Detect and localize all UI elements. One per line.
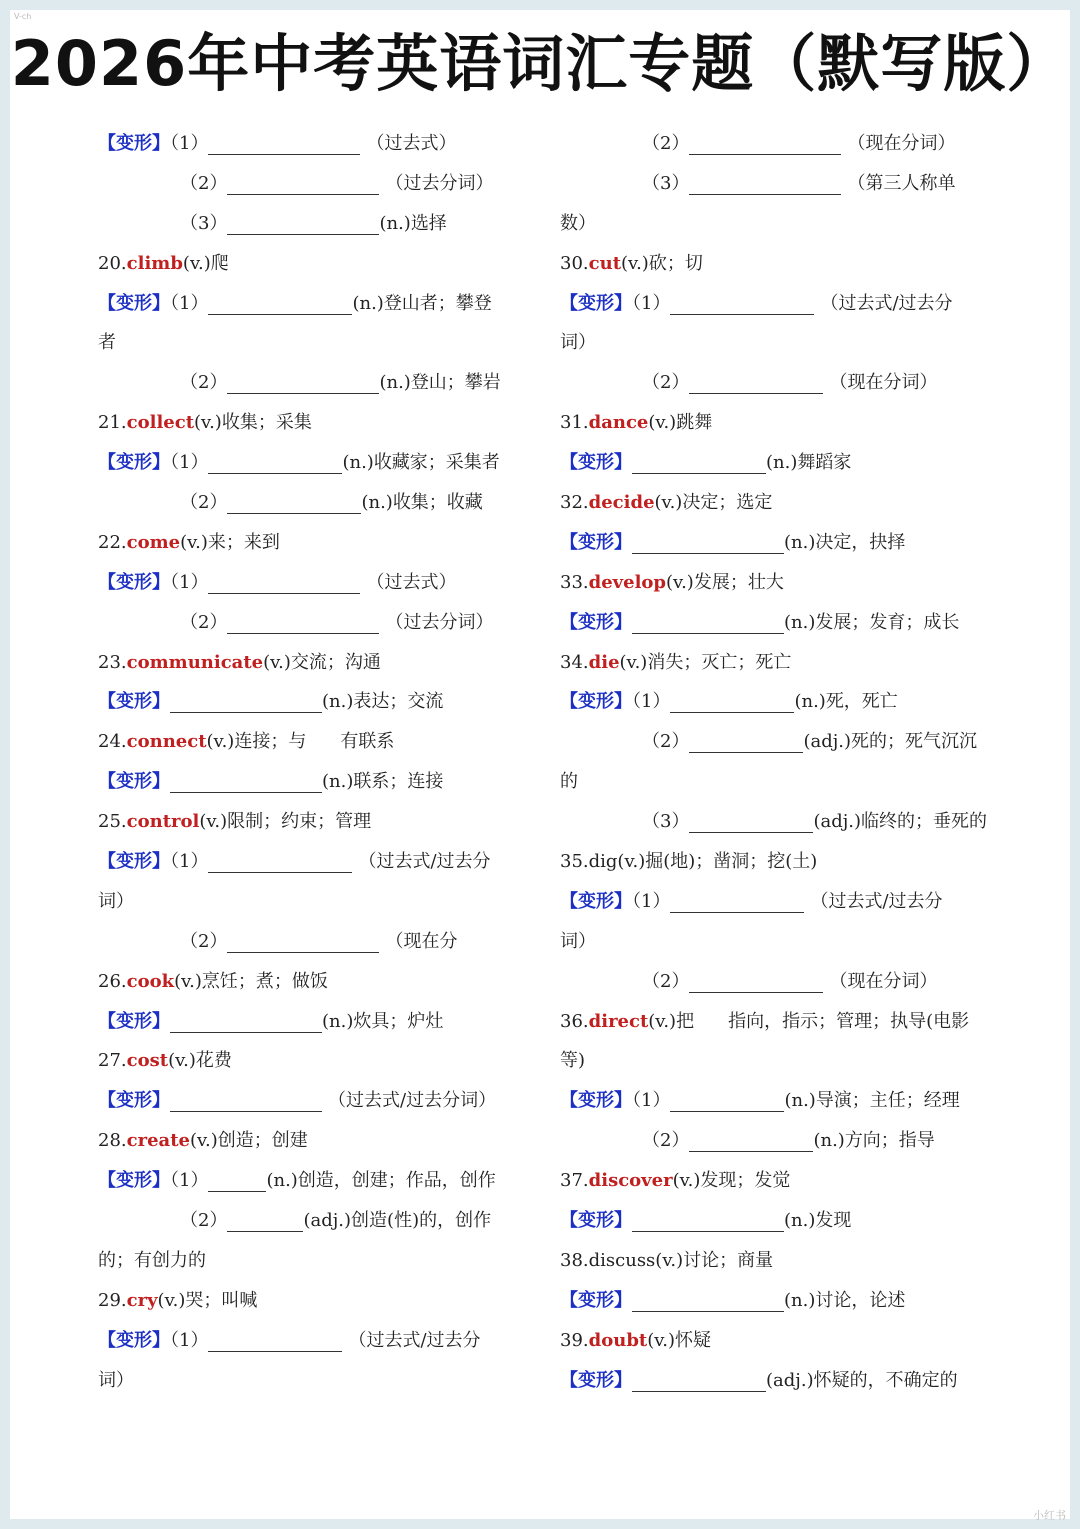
- headword: collect: [126, 412, 195, 434]
- blank-field[interactable]: [689, 174, 841, 195]
- line-text: 等): [560, 1050, 586, 1072]
- line-text: （1）: [170, 571, 209, 593]
- line-text: （2）: [642, 1130, 690, 1152]
- entry-develop: [560, 563, 1000, 603]
- headword: develop: [588, 571, 667, 593]
- line-text: （2）: [180, 172, 228, 194]
- list-item: [98, 443, 528, 483]
- line-text: (n.)联系；连接: [322, 771, 444, 793]
- line-text: （2）: [642, 133, 690, 154]
- list-item: [560, 523, 1000, 563]
- line-text: 词）: [98, 1369, 134, 1391]
- line-text: 32.: [560, 492, 589, 514]
- line-text: (n.)表达；交流: [322, 691, 444, 713]
- line-text: （2）: [642, 970, 690, 992]
- list-item: [560, 603, 1000, 643]
- line-text: 31.: [560, 412, 589, 434]
- blank-field[interactable]: [689, 732, 803, 753]
- list-item: [98, 284, 528, 324]
- line-text: 27.: [98, 1050, 127, 1072]
- tag-label: 【变形】: [98, 1010, 170, 1032]
- line-text: (n.)收集；收藏: [361, 492, 483, 514]
- line-text: (n.)登山者；攀登: [352, 292, 492, 314]
- entry-cost: [98, 1041, 528, 1081]
- list-item: [98, 1321, 528, 1361]
- blank-field[interactable]: [227, 613, 379, 634]
- list-item: [98, 204, 528, 244]
- entry-control: [98, 802, 528, 842]
- blank-field[interactable]: [227, 1211, 303, 1232]
- line-text: 24.: [98, 731, 127, 753]
- line-text: 28.: [98, 1130, 127, 1152]
- blank-field[interactable]: [170, 1012, 322, 1033]
- line-text: （3）: [642, 172, 690, 194]
- line-text: (n.)方向；指导: [813, 1130, 935, 1152]
- list-item: [98, 762, 528, 802]
- headword: die: [588, 651, 620, 673]
- line-text: (adj.)临终的；垂死的: [813, 811, 988, 833]
- line-text: 20.: [98, 252, 127, 274]
- headword: connect: [126, 731, 207, 753]
- headword: decide: [588, 492, 655, 514]
- tag-label: 【变形】: [98, 1170, 170, 1192]
- line-text: 词）: [560, 332, 596, 354]
- line-text: (v.)花费: [168, 1050, 232, 1072]
- line-text: (n.)登山；攀岩: [379, 372, 501, 394]
- tag-label: 【变形】: [560, 452, 632, 474]
- blank-field[interactable]: [170, 692, 322, 713]
- headword: cry: [126, 1289, 158, 1311]
- blank-field[interactable]: [208, 294, 352, 315]
- list-item: [98, 1161, 528, 1201]
- blank-field[interactable]: [208, 1171, 266, 1192]
- tag-label: 【变形】: [560, 611, 632, 633]
- line-text: （1）: [632, 292, 671, 314]
- blank-field[interactable]: [689, 1131, 813, 1152]
- entry-dig: [560, 842, 1000, 882]
- blank-field[interactable]: [227, 493, 361, 514]
- blank-field[interactable]: [227, 932, 379, 953]
- line-text: （过去分词）: [385, 172, 494, 194]
- blank-field[interactable]: [208, 573, 360, 594]
- page-title: 2026年中考英语词汇专题（默写版）: [10, 27, 1070, 100]
- blank-field[interactable]: [689, 134, 841, 155]
- list-item: [560, 762, 1000, 802]
- line-text: 的；有创力的: [98, 1249, 206, 1271]
- list-item: [98, 682, 528, 722]
- entry-doubt: [560, 1321, 1000, 1361]
- line-text: 26.: [98, 970, 127, 992]
- line-text: （1）: [170, 1329, 209, 1351]
- blank-field[interactable]: [208, 134, 360, 155]
- line-text: (adj.)怀疑的，不确定的: [766, 1369, 958, 1391]
- list-item: [560, 1121, 1000, 1161]
- tag-label: 【变形】: [560, 292, 632, 314]
- list-item: [560, 124, 1000, 164]
- line-text: （过去式/过去分词）: [328, 1090, 497, 1112]
- line-text: 词）: [98, 890, 134, 912]
- blank-field[interactable]: [689, 373, 823, 394]
- blank-field[interactable]: [670, 692, 794, 713]
- blank-field[interactable]: [632, 1291, 784, 1312]
- line-text: (n.)讨论，论述: [784, 1289, 906, 1311]
- blank-field[interactable]: [208, 1331, 342, 1352]
- list-item: [560, 1081, 1000, 1121]
- blank-field[interactable]: [227, 373, 379, 394]
- line-text: （过去式）: [366, 133, 457, 154]
- corner-mark: V-ch: [14, 12, 32, 21]
- tag-label: 【变形】: [98, 452, 170, 474]
- blank-field[interactable]: [632, 453, 766, 474]
- line-text: (n.)创造，创建；作品，创作: [266, 1170, 496, 1192]
- line-text: (n.)决定，抉择: [784, 531, 906, 553]
- line-text: （过去式/过去分: [348, 1329, 481, 1351]
- line-text: （现在分: [385, 930, 458, 952]
- line-text: (v.)交流；沟通: [263, 651, 381, 673]
- entry-communicate: [98, 643, 528, 683]
- line-text: （3）: [642, 811, 690, 833]
- headword: discover: [588, 1170, 673, 1192]
- list-item: [560, 1281, 1000, 1321]
- line-text: 25.: [98, 811, 127, 833]
- entry-collect: [98, 403, 528, 443]
- line-text: （1）: [632, 691, 671, 713]
- entry-decide: [560, 483, 1000, 523]
- blank-field[interactable]: [170, 1091, 322, 1112]
- line-text: 者: [98, 332, 116, 354]
- line-text: 33.: [560, 571, 589, 593]
- list-item: [560, 1201, 1000, 1241]
- headword: doubt: [588, 1329, 648, 1351]
- tag-label: 【变形】: [560, 1289, 632, 1311]
- line-text: (adj.)创造(性)的，创作: [303, 1210, 492, 1232]
- headword: cook: [126, 970, 175, 992]
- list-item: [560, 722, 1000, 762]
- line-text: （2）: [180, 930, 228, 952]
- list-item: [560, 1361, 1000, 1401]
- line-text: 29.: [98, 1289, 127, 1311]
- blank-field[interactable]: [670, 892, 804, 913]
- entry-discuss: [560, 1241, 1000, 1281]
- tag-label: 【变形】: [560, 531, 632, 553]
- list-item: [560, 323, 1000, 363]
- list-item: [98, 363, 528, 403]
- line-text: (v.)消失；灭亡；死亡: [619, 651, 792, 673]
- line-text: （现在分词）: [829, 970, 938, 992]
- line-text: （2）: [180, 611, 228, 633]
- line-text: （过去式）: [366, 571, 457, 593]
- list-item: [98, 1081, 528, 1121]
- line-text: （3）: [180, 212, 228, 234]
- line-text: (v.)怀疑: [647, 1329, 712, 1351]
- tag-label: 【变形】: [560, 1369, 632, 1391]
- line-text: （过去分词）: [385, 611, 494, 633]
- list-item: [98, 323, 528, 363]
- list-item: [560, 882, 1000, 922]
- list-item: [560, 962, 1000, 1002]
- line-text: 21.: [98, 412, 127, 434]
- entry-come: [98, 523, 528, 563]
- blank-field[interactable]: [632, 1211, 784, 1232]
- line-text: (n.)发展；发育；成长: [784, 611, 960, 633]
- blank-field[interactable]: [670, 294, 814, 315]
- line-text: （2）: [180, 1210, 228, 1232]
- entry-dance: [560, 403, 1000, 443]
- line-text: （1）: [170, 1170, 209, 1192]
- line-text: (n.)导演；主任；经理: [784, 1090, 960, 1112]
- line-text: 数）: [560, 212, 596, 234]
- blank-field[interactable]: [689, 972, 823, 993]
- list-item: [98, 1361, 528, 1401]
- line-text: 34.: [560, 651, 589, 673]
- line-text: （现在分词）: [847, 133, 956, 154]
- blank-field[interactable]: [632, 613, 784, 634]
- line-text: （过去式/过去分: [358, 851, 491, 873]
- line-text: (v.)限制；约束；管理: [199, 811, 372, 833]
- line-text: (v.)连接；与: [206, 731, 307, 753]
- line-text: 22.: [98, 531, 127, 553]
- blank-field[interactable]: [227, 174, 379, 195]
- line-text: （2）: [180, 372, 228, 394]
- line-text: (n.)收藏家；采集者: [342, 452, 500, 474]
- list-item: [560, 284, 1000, 324]
- blank-field[interactable]: [670, 1091, 784, 1112]
- line-text: 35.dig(v.)掘(地)；凿洞；挖(土): [560, 851, 818, 873]
- headword: cost: [126, 1050, 169, 1072]
- list-item: [98, 1241, 528, 1281]
- line-text: (v.)收集；采集: [194, 412, 312, 434]
- line-text: 指向，指示；管理；执导(电影: [728, 1010, 970, 1032]
- headword: dance: [588, 412, 649, 434]
- line-text: (n.)舞蹈家: [766, 452, 852, 474]
- entry-discover: [560, 1161, 1000, 1201]
- blank-field[interactable]: [170, 772, 322, 793]
- line-text: (n.)炊具；炉灶: [322, 1010, 444, 1032]
- line-text: （过去式/过去分: [810, 890, 943, 912]
- left-column: [98, 124, 528, 1401]
- list-item: [98, 483, 528, 523]
- line-text: （1）: [632, 890, 671, 912]
- line-text: (v.)哭；叫喊: [157, 1289, 258, 1311]
- watermark: 小红书: [1033, 1509, 1066, 1522]
- list-item: [560, 802, 1000, 842]
- headword: communicate: [126, 651, 264, 673]
- entry-die: [560, 643, 1000, 683]
- line-text: （1）: [170, 133, 209, 154]
- list-item: [98, 842, 528, 882]
- line-text: (v.)爬: [182, 252, 229, 274]
- list-item: [560, 164, 1000, 204]
- list-item: [560, 922, 1000, 962]
- headword: climb: [126, 252, 183, 274]
- line-text: 39.: [560, 1329, 589, 1351]
- line-text: 的: [560, 771, 578, 793]
- list-item: [98, 563, 528, 603]
- list-item: [560, 1041, 1000, 1081]
- blank-field[interactable]: [227, 214, 379, 235]
- headword: create: [126, 1130, 190, 1152]
- list-item: [560, 363, 1000, 403]
- line-text: (n.)死，死亡: [794, 691, 898, 713]
- blank-field[interactable]: [632, 1371, 766, 1392]
- entry-cut: [560, 244, 1000, 284]
- line-text: (adj.)死的；死气沉沉: [803, 731, 978, 753]
- line-text: （1）: [170, 851, 209, 873]
- line-text: (n.)选择: [379, 212, 447, 234]
- line-text: (v.)发现；发觉: [672, 1170, 791, 1192]
- line-text: 30.: [560, 252, 589, 274]
- blank-field[interactable]: [632, 533, 784, 554]
- entry-cook: [98, 962, 528, 1002]
- tag-label: 【变形】: [98, 1329, 170, 1351]
- entry-climb: [98, 244, 528, 284]
- line-text: (v.)跳舞: [648, 412, 713, 434]
- line-text: 23.: [98, 651, 127, 673]
- right-column: [560, 124, 1000, 1401]
- list-item: [98, 164, 528, 204]
- tag-label: 【变形】: [560, 890, 632, 912]
- line-text: （现在分词）: [829, 372, 938, 394]
- line-text: （1）: [170, 452, 209, 474]
- line-text: 有联系: [340, 731, 395, 753]
- tag-label: 【变形】: [98, 851, 170, 873]
- line-text: （1）: [632, 1090, 671, 1112]
- entry-connect: [98, 722, 528, 762]
- line-text: （2）: [642, 731, 690, 753]
- line-text: (v.)创造；创建: [189, 1130, 308, 1152]
- headword: direct: [588, 1010, 649, 1032]
- tag-label: 【变形】: [98, 292, 170, 314]
- list-item: [98, 922, 528, 962]
- line-text: （第三人称单: [847, 172, 956, 194]
- line-text: (n.)发现: [784, 1210, 852, 1232]
- list-item: [560, 443, 1000, 483]
- blank-field[interactable]: [689, 812, 813, 833]
- line-text: 38.discuss(v.)讨论；商量: [560, 1249, 774, 1271]
- tag-label: 【变形】: [98, 691, 170, 713]
- line-text: （过去式/过去分: [820, 292, 953, 314]
- line-text: (v.)来；来到: [180, 531, 280, 553]
- list-item: [560, 682, 1000, 722]
- line-text: 36.: [560, 1010, 589, 1032]
- list-item: [98, 1201, 528, 1241]
- line-text: (v.)决定；选定: [654, 492, 773, 514]
- entry-create: [98, 1121, 528, 1161]
- list-item: [98, 882, 528, 922]
- headword: cut: [588, 252, 622, 274]
- line-text: （2）: [642, 372, 690, 394]
- line-text: （1）: [170, 292, 209, 314]
- list-item: [98, 124, 528, 164]
- blank-field[interactable]: [208, 852, 352, 873]
- tag-label: 【变形】: [98, 771, 170, 793]
- tag-label: 【变形】: [560, 1210, 632, 1232]
- list-item: [98, 1002, 528, 1042]
- entry-direct: [560, 1002, 1000, 1042]
- line-text: (v.)烹饪；煮；做饭: [174, 970, 328, 992]
- headword: control: [126, 811, 200, 833]
- entry-cry: [98, 1281, 528, 1321]
- tag-label: 【变形】: [560, 691, 632, 713]
- list-item: [560, 204, 1000, 244]
- line-text: (v.)砍；切: [621, 252, 703, 274]
- tag-label: 【变形】: [98, 571, 170, 593]
- tag-label: 【变形】: [560, 1090, 632, 1112]
- line-text: （2）: [180, 492, 228, 514]
- headword: come: [126, 531, 181, 553]
- line-text: 37.: [560, 1170, 589, 1192]
- line-text: (v.)发展；壮大: [666, 571, 784, 593]
- blank-field[interactable]: [208, 453, 342, 474]
- tag-label: 【变形】: [98, 133, 170, 154]
- list-item: [98, 603, 528, 643]
- line-text: 词）: [560, 930, 596, 952]
- line-text: (v.)把: [648, 1010, 695, 1032]
- tag-label: 【变形】: [98, 1090, 170, 1112]
